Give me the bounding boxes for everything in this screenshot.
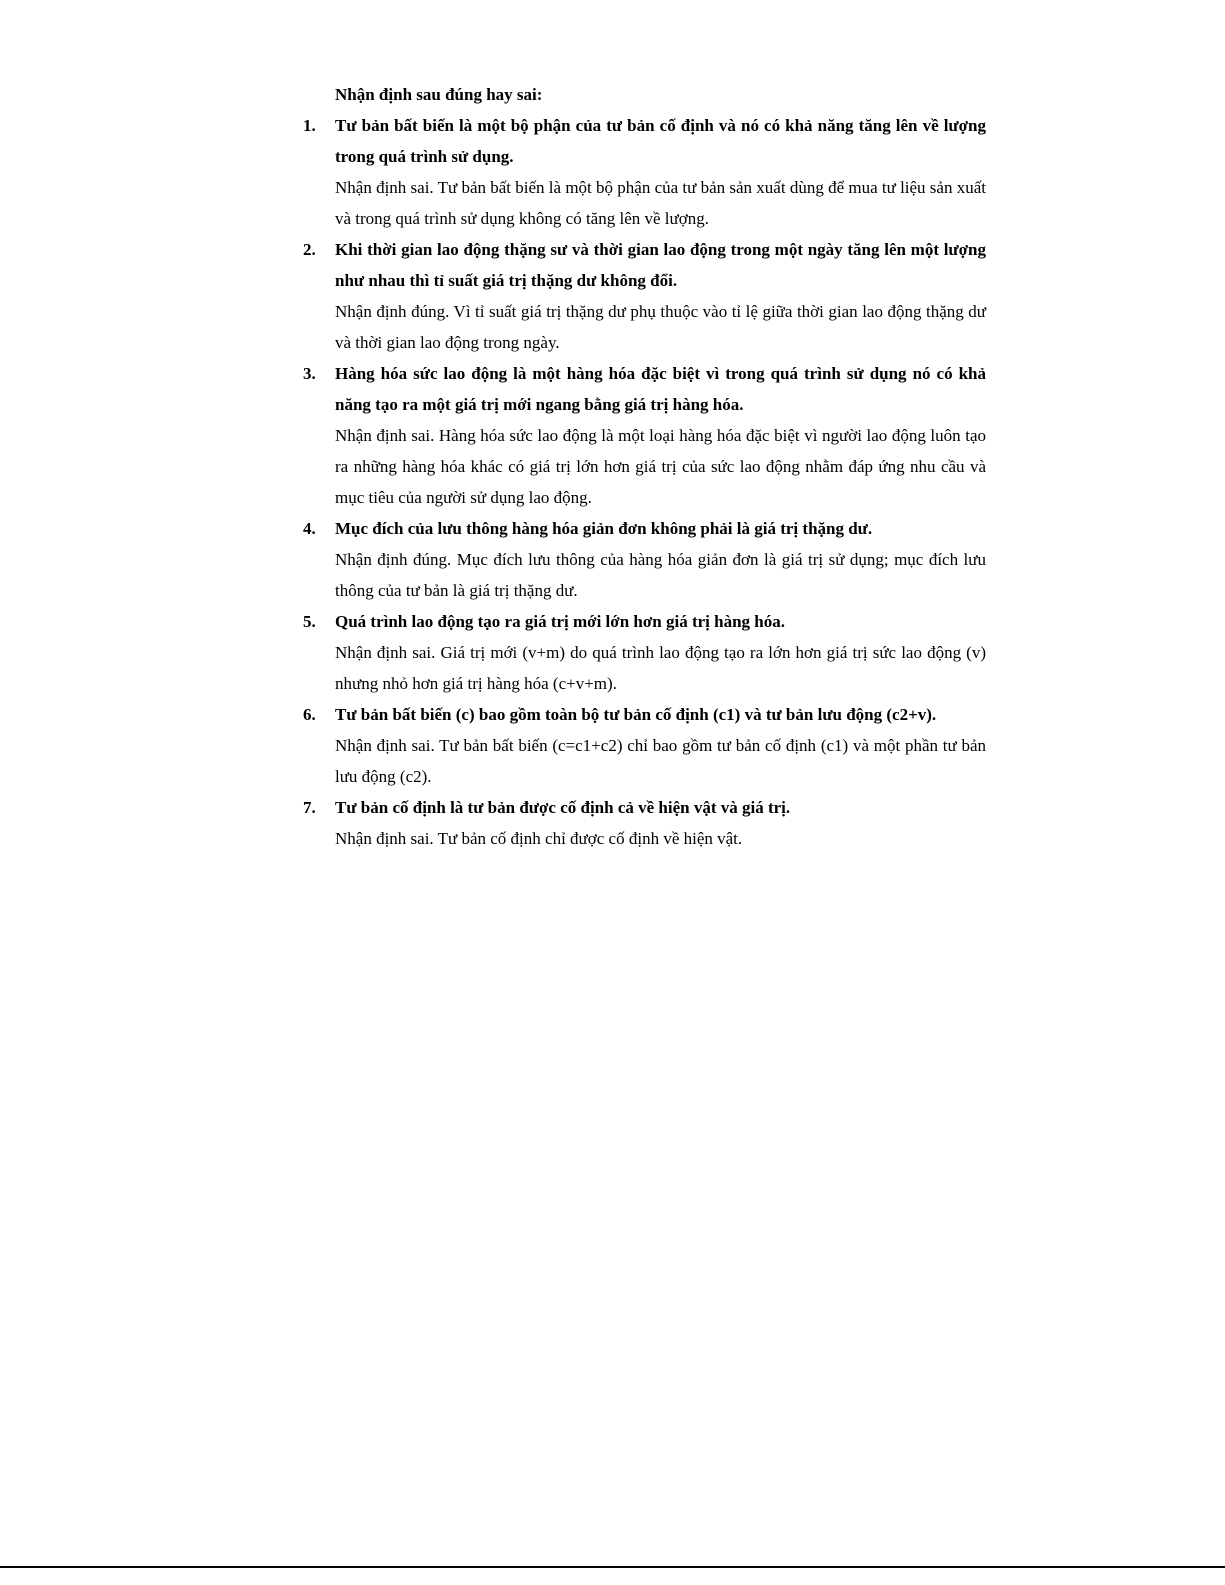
list-item — [303, 606, 986, 699]
item-statement: Hàng hóa sức lao động là một hàng hóa đặc biệt vì trong quá trình sử dụng nó có khả năng tạo ra một giá trị mới ngang bằng giá trị hàng hóa. — [335, 364, 986, 414]
list-item — [303, 110, 986, 234]
item-answer: Nhận định đúng. Mục đích lưu thông của hàng hóa giản đơn là giá trị sử dụng; mục đích lưu thông của tư bản là giá trị thặng dư. — [335, 550, 986, 600]
item-answer: Nhận định sai. Giá trị mới (v+m) do quá trình lao động tạo ra lớn hơn giá trị sức lao động (v) nhưng nhỏ hơn giá trị hàng hóa (c+v+m). — [335, 643, 986, 693]
item-answer: Nhận định sai. Tư bản cố định chỉ được cố định về hiện vật. — [335, 829, 743, 848]
item-statement: Khi thời gian lao động thặng sư và thời gian lao động trong một ngày tăng lên một lượng như nhau thì tỉ suất giá trị thặng dư không đổi. — [335, 240, 986, 290]
item-number: 7. — [303, 798, 316, 817]
item-number: 6. — [303, 705, 316, 724]
page-bottom-border — [0, 1566, 1225, 1568]
item-number: 3. — [303, 364, 316, 383]
item-number: 2. — [303, 240, 316, 259]
item-number: 1. — [303, 116, 316, 135]
list-item — [303, 699, 986, 792]
item-answer: Nhận định sai. Tư bản bất biến là một bộ phận của tư bản sản xuất dùng để mua tư liệu sản xuất và trong quá trình sử dụng không có tăng lên về lượng. — [335, 178, 986, 228]
item-answer: Nhận định đúng. Vì tỉ suất giá trị thặng dư phụ thuộc vào tỉ lệ giữa thời gian lao động thặng dư và thời gian lao động trong ngày. — [335, 302, 986, 352]
item-statement: Tư bản bất biến là một bộ phận của tư bản cố định và nó có khả năng tăng lên về lượng trong quá trình sử dụng. — [335, 116, 986, 166]
item-statement: Tư bản bất biến (c) bao gồm toàn bộ tư bản cố định (c1) và tư bản lưu động (c2+v). — [335, 705, 937, 724]
item-statement: Tư bản cố định là tư bản được cố định cả về hiện vật và giá trị. — [335, 798, 791, 817]
list-item — [303, 234, 986, 358]
item-statement: Quá trình lao động tạo ra giá trị mới lớn hơn giá trị hàng hóa. — [335, 612, 785, 631]
item-number: 5. — [303, 612, 316, 631]
item-answer: Nhận định sai. Tư bản bất biến (c=c1+c2) chỉ bao gồm tư bản cố định (c1) và một phần tư bản lưu động (c2). — [335, 736, 986, 786]
item-statement: Mục đích của lưu thông hàng hóa giản đơn không phải là giá trị thặng dư. — [335, 519, 873, 538]
list-item — [303, 792, 986, 854]
list-item — [303, 358, 986, 513]
document-body — [303, 79, 986, 854]
page-heading: Nhận định sau đúng hay sai: — [335, 85, 543, 104]
item-number: 4. — [303, 519, 316, 538]
list-item — [303, 513, 986, 606]
item-answer: Nhận định sai. Hàng hóa sức lao động là một loại hàng hóa đặc biệt vì người lao động luôn tạo ra những hàng hóa khác có giá trị lớn hơn giá trị của sức lao động nhằm đáp ứng nhu cầu và mục tiêu của người sử dụng lao động. — [335, 426, 986, 507]
